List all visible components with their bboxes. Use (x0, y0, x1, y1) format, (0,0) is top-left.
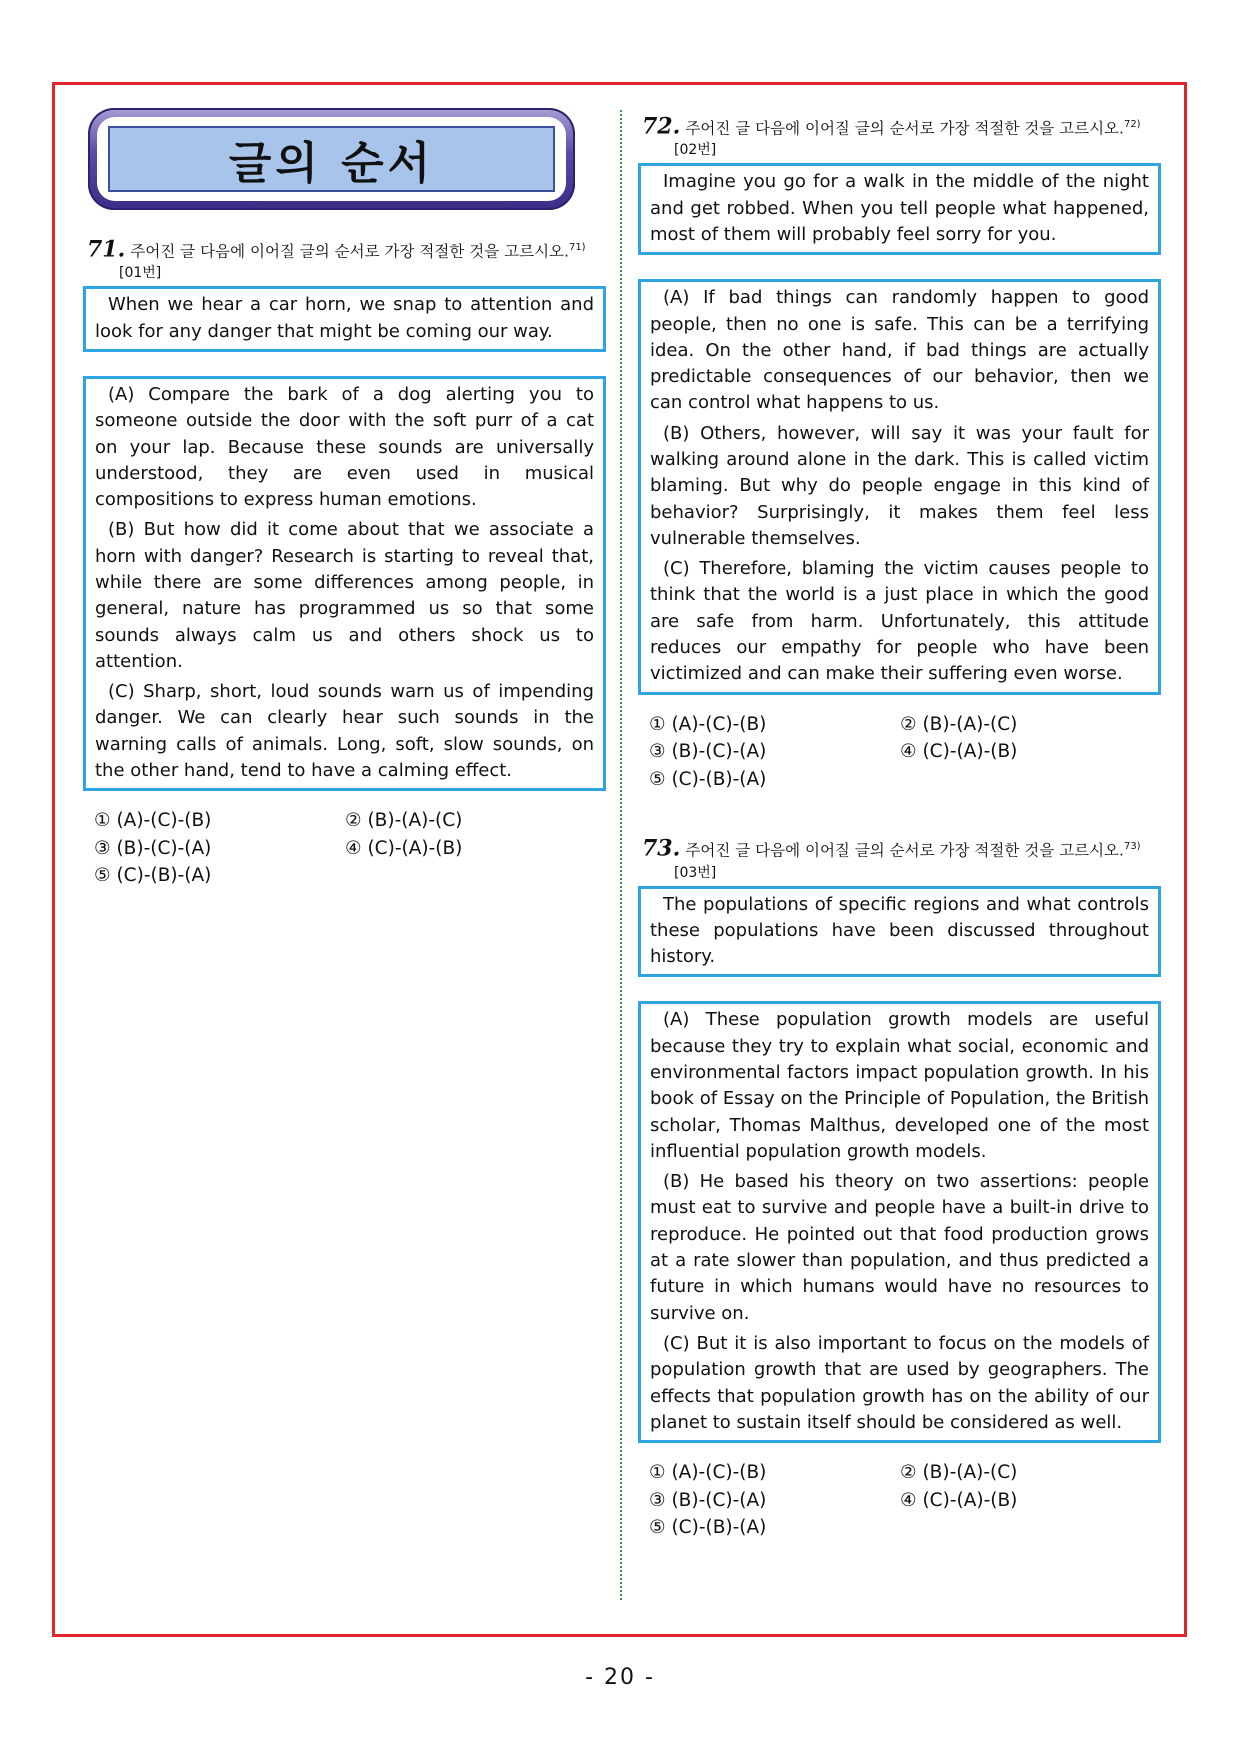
paragraphs-box (638, 1001, 1161, 1443)
choice-3[interactable]: ③ (B)-(C)-(A) (94, 837, 212, 859)
choice-5[interactable]: ⑤ (C)-(B)-(A) (649, 1517, 767, 1539)
paragraph-c: (C) Therefore, blaming the victim causes people to think that the world is a just place in which the good are safe from harm. Unfortunately, this attitude reduces our empathy for people who have been victimized and can make their suffering even worse. (650, 558, 1149, 685)
intro-text: Imagine you go for a walk in the middle of the night and get robbed. When you tell people what happened, most of them will probably feel sorry for you. (650, 171, 1149, 245)
page-number: - 20 - (585, 1665, 655, 1690)
answer-choices (638, 711, 1161, 794)
question-header (638, 115, 1161, 160)
paragraph-a: (A) Compare the bark of a dog alerting you to someone outside the door with the soft purr of a cat on your lap. Because these sounds are universally understood, they are even used in musical compositions to express human emotions. (95, 383, 594, 511)
question-72 (638, 115, 1161, 793)
page-title: 글의 순서 (228, 138, 435, 189)
choice-1[interactable]: ① (A)-(C)-(B) (649, 1462, 767, 1484)
question-tag: [02번] (674, 142, 717, 159)
intro-box (83, 286, 606, 352)
intro-box (638, 163, 1161, 255)
question-prompt: 주어진 글 다음에 이어질 글의 순서로 가장 적절한 것을 고르시오. (130, 242, 569, 261)
question-71 (83, 238, 606, 890)
question-header (83, 238, 606, 283)
question-number: 73. (642, 835, 681, 862)
choice-2[interactable]: ② (B)-(A)-(C) (345, 810, 463, 832)
choice-3[interactable]: ③ (B)-(C)-(A) (649, 1489, 767, 1511)
choice-2[interactable]: ② (B)-(A)-(C) (900, 713, 1018, 735)
paragraph-a: (A) If bad things can randomly happen to good people, then no one is safe. This can be a terrifying idea. On the other hand, if bad things are actually predictable consequences of our behavior, then we can control what happens to us. (650, 287, 1149, 414)
choice-3[interactable]: ③ (B)-(C)-(A) (649, 741, 767, 763)
paragraph-a: (A) These population growth models are useful because they try to explain what social, economic and environmental factors impact population growth. In his book of Essay on the Principle of Population, the British scholar, Thomas Malthus, developed one of the most influential population growth models. (650, 1009, 1149, 1162)
choice-1[interactable]: ① (A)-(C)-(B) (94, 810, 212, 832)
answer-choices (638, 1459, 1161, 1542)
left-column (83, 108, 606, 890)
paragraph-b: (B) But how did it come about that we associate a horn with danger? Research is starting to reveal that, while there are some differences among people, in general, nature has programmed us so that some sounds always calm us and others shock us to attention. (95, 519, 594, 672)
choice-5[interactable]: ⑤ (C)-(B)-(A) (94, 865, 212, 887)
paragraph-b: (B) He based his theory on two assertions: people must eat to survive and people have a built-in drive to reproduce. He pointed out that food production grows at a rate slower than population, and thus predicted a future in which humans would have no resources to survive on. (650, 1171, 1149, 1324)
intro-box (638, 886, 1161, 978)
choice-2[interactable]: ② (B)-(A)-(C) (900, 1462, 1018, 1484)
question-number: 71. (87, 236, 126, 263)
choice-5[interactable]: ⑤ (C)-(B)-(A) (649, 768, 767, 790)
question-prompt: 주어진 글 다음에 이어질 글의 순서로 가장 적절한 것을 고르시오. (685, 119, 1124, 138)
choice-1[interactable]: ① (A)-(C)-(B) (649, 713, 767, 735)
question-header (638, 837, 1161, 882)
intro-text: The populations of specific regions and what controls these populations have been discussed throughout history. (650, 893, 1149, 968)
paragraph-b: (B) Others, however, will say it was your fault for walking around alone in the dark. This is called victim blaming. But why do people engage in this kind of behavior? Surprisingly, it makes them feel less vulnerable themselves. (650, 422, 1149, 549)
question-tag: [03번] (674, 864, 717, 881)
question-73 (638, 837, 1161, 1541)
question-tag: [01번] (119, 265, 162, 282)
footnote-ref: 73) (1123, 841, 1141, 853)
answer-choices (83, 807, 606, 890)
choice-4[interactable]: ④ (C)-(A)-(B) (900, 741, 1018, 763)
question-number: 72. (642, 113, 681, 140)
intro-text: When we hear a car horn, we snap to attention and look for any danger that might be coming our way. (95, 294, 594, 342)
paragraph-c: (C) But it is also important to focus on the models of population growth that are used by geographers. The effects that population growth has on the ability of our planet to sustain itself should be considered as well. (650, 1332, 1149, 1433)
paragraph-c: (C) Sharp, short, loud sounds warn us of impending danger. We can clearly hear such sounds in the warning calls of animals. Long, soft, slow sounds, on the other hand, tend to have a calming effect. (95, 681, 594, 782)
footnote-ref: 71) (568, 242, 586, 253)
paragraphs-box (638, 279, 1161, 694)
choice-4[interactable]: ④ (C)-(A)-(B) (345, 837, 463, 859)
title-banner (88, 108, 575, 210)
column-divider (620, 110, 622, 1600)
footnote-ref: 72) (1123, 119, 1141, 130)
right-column (638, 115, 1161, 1542)
choice-4[interactable]: ④ (C)-(A)-(B) (900, 1489, 1018, 1511)
question-prompt: 주어진 글 다음에 이어질 글의 순서로 가장 적절한 것을 고르시오. (685, 841, 1124, 860)
paragraphs-box (83, 376, 606, 791)
